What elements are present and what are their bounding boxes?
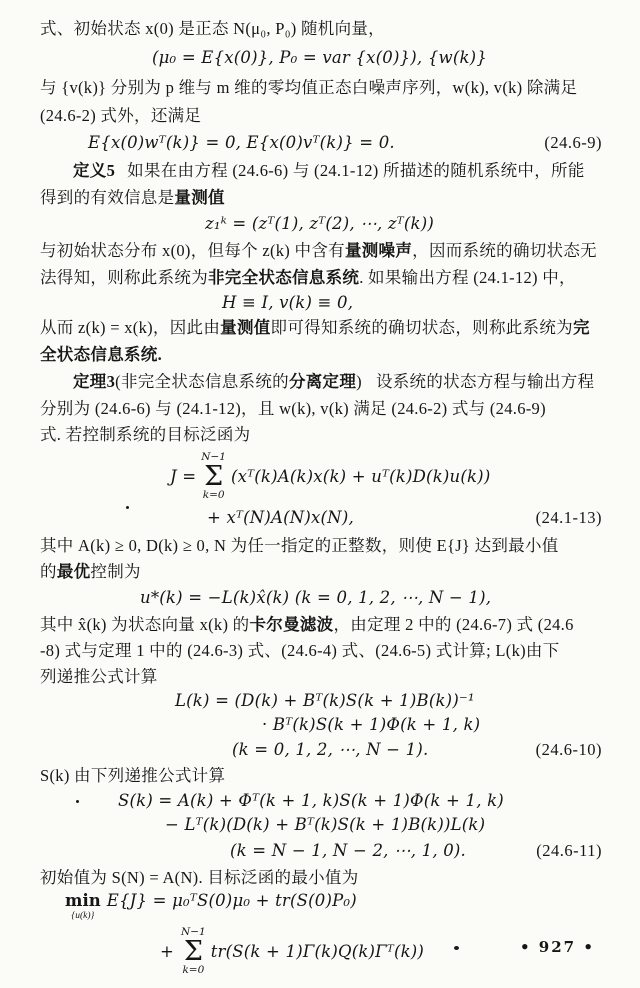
formula: tr(S(k + 1)Γ(k)Q(k)Γᵀ(k)) — [210, 941, 425, 961]
text-line: 全状态信息系统. — [40, 345, 163, 364]
formula: (k = N − 1, N − 2, ⋯, 1, 0). — [230, 841, 466, 860]
emphasized-term: 卡尔曼滤波 — [249, 615, 334, 634]
formula-line — [40, 837, 604, 864]
text-line: 与 {v(k)} 分别为 p 维与 m 维的零均值正态白噪声序列，w(k), v(k) 除满足 — [40, 78, 578, 97]
formula-line: · Bᵀ(k)S(k + 1)Φ(k + 1, k) — [262, 715, 481, 734]
text-segment: 其中 x̂(k) 为状态向量 x(k) 的 — [40, 615, 250, 634]
sigma-icon: Σ — [204, 460, 224, 492]
text-segment: 设系统的状态方程与输出方程 — [375, 372, 595, 391]
text-segment: 控制为 — [90, 562, 141, 581]
text-line — [40, 314, 604, 341]
formula: (xᵀ(k)A(k)x(k) + uᵀ(k)D(k)u(k)) — [230, 466, 491, 486]
text-segment: ) — [356, 372, 362, 391]
text-line — [40, 611, 604, 638]
min-word: min — [65, 891, 101, 910]
definition-term: 定义5 — [73, 161, 116, 180]
formula-line: L(k) = (D(k) + Bᵀ(k)S(k + 1)B(k))⁻¹ — [175, 691, 475, 710]
page-number: • 927 • — [520, 938, 595, 956]
formula: + — [160, 941, 175, 961]
text-segment: 如果在由方程 (24.6-6) 与 (24.1-12) 所描述的随机系统中，所能 — [127, 161, 585, 180]
sum-upper-limit: N−1 — [201, 450, 226, 463]
equation-number: (24.6-10) — [535, 740, 602, 759]
text-line: (24.6-2) 式外，还满足 — [40, 106, 202, 125]
equation-number: (24.6-11) — [536, 841, 602, 860]
min-operator — [65, 891, 101, 921]
formula-line — [40, 737, 604, 763]
emphasized-term: 分离定理 — [288, 372, 357, 391]
text-line — [40, 368, 604, 395]
formula-line: H ≡ I, v(k) ≡ 0, — [222, 293, 354, 312]
formula: + xᵀ(N)A(N)x(N), — [207, 508, 354, 527]
formula-line: u*(k) = −L(k)x̂(k) (k = 0, 1, 2, ⋯, N − 1), — [140, 588, 492, 607]
ink-speck — [76, 800, 79, 803]
emphasized-term: 量测值 — [174, 188, 225, 207]
min-subscript: {u(k)} — [71, 911, 95, 921]
formula: E{x(0)wᵀ(k)} = 0, E{x(0)vᵀ(k)} = 0. — [88, 133, 395, 152]
text-segment: 的 — [40, 562, 57, 581]
text-line: S(k) 由下列递推公式计算 — [40, 766, 226, 785]
formula-line — [65, 891, 604, 925]
text-segment: 法得知，则称此系统为 — [40, 268, 208, 287]
emphasized-term: 非完全状态信息系统 — [208, 268, 360, 287]
text-line: 分别为 (24.6-6) 与 (24.1-12)，且 w(k), v(k) 满足 (24.6-2) 式与 (24.6-9) — [40, 399, 546, 418]
text-line — [40, 237, 604, 264]
text-line: 其中 A(k) ≥ 0, D(k) ≥ 0, N 为任一指定的正整数，则使 E{J} 达到最小值 — [40, 536, 559, 555]
formula: E{J} = μ₀ᵀS(0)μ₀ + tr(S(0)P₀) — [106, 891, 357, 910]
sum-lower-limit: k=0 — [202, 488, 225, 501]
sigma-icon: Σ — [183, 935, 203, 967]
text-line — [40, 264, 604, 291]
text-line: 初始值为 S(N) = A(N). 目标泛函的最小值为 — [40, 868, 359, 887]
text-segment: (非完全状态信息系统的 — [115, 372, 289, 391]
formula-line: S(k) = A(k) + Φᵀ(k + 1, k)S(k + 1)Φ(k + 1, k) — [118, 791, 504, 810]
sum-lower-limit: k=0 — [182, 963, 205, 976]
formula-line — [40, 129, 604, 157]
text-line: 式. 若控制系统的目标泛函为 — [40, 425, 251, 444]
text-segment: 即可得知系统的确切状态，则称此系统为 — [270, 318, 573, 337]
text-line: 式、初始状态 x(0) 是正态 N(μ₀, P₀) 随机向量， — [40, 19, 385, 38]
sum-upper-limit: N−1 — [181, 925, 206, 938]
ink-speck — [454, 946, 459, 950]
summation-symbol — [181, 927, 206, 976]
emphasized-term: 完 — [572, 318, 590, 337]
text-line: 列递推公式计算 — [40, 667, 158, 686]
text-line: -8) 式与定理 1 中的 (24.6-3) 式、(24.6-4) 式、(24.6-5) 式计算; L(k)由下 — [40, 641, 560, 660]
text-segment: . 如果输出方程 (24.1-12) 中， — [359, 268, 576, 287]
formula-line — [40, 504, 604, 532]
text-segment: 得到的有效信息是 — [40, 188, 175, 207]
formula-line: (μ₀ = E{x(0)}, P₀ = var {x(0)}), {w(k)} — [152, 48, 488, 67]
emphasized-term: 最优 — [56, 562, 91, 581]
equation-number: (24.6-9) — [544, 133, 602, 152]
formula-line: z₁ᵏ = (zᵀ(1), zᵀ(2), ⋯, zᵀ(k)) — [205, 214, 434, 233]
text-line — [40, 559, 604, 585]
equation-number: (24.1-13) — [535, 508, 602, 527]
summation-symbol — [201, 452, 226, 501]
formula-line: − Lᵀ(k)(D(k) + Bᵀ(k)S(k + 1)B(k))L(k) — [165, 815, 486, 834]
emphasized-term: 量测值 — [220, 318, 271, 337]
text-segment: ，因而系统的确切状态无 — [412, 241, 597, 260]
theorem-term: 定理3 — [73, 372, 116, 391]
text-segment: 从而 z(k) = x(k)，因此由 — [40, 318, 221, 337]
text-line — [40, 157, 604, 184]
formula: (k = 0, 1, 2, ⋯, N − 1). — [232, 740, 429, 759]
text-segment: ，由定理 2 中的 (24.6-7) 式 (24.6 — [333, 615, 574, 634]
ink-speck — [126, 506, 129, 509]
formula-line — [170, 448, 604, 504]
emphasized-term: 量测噪声 — [344, 241, 413, 260]
formula: J = — [170, 466, 197, 486]
text-line — [40, 184, 604, 211]
text-segment: 与初始状态分布 x(0)，但每个 z(k) 中含有 — [40, 241, 345, 260]
page-content — [40, 14, 604, 977]
